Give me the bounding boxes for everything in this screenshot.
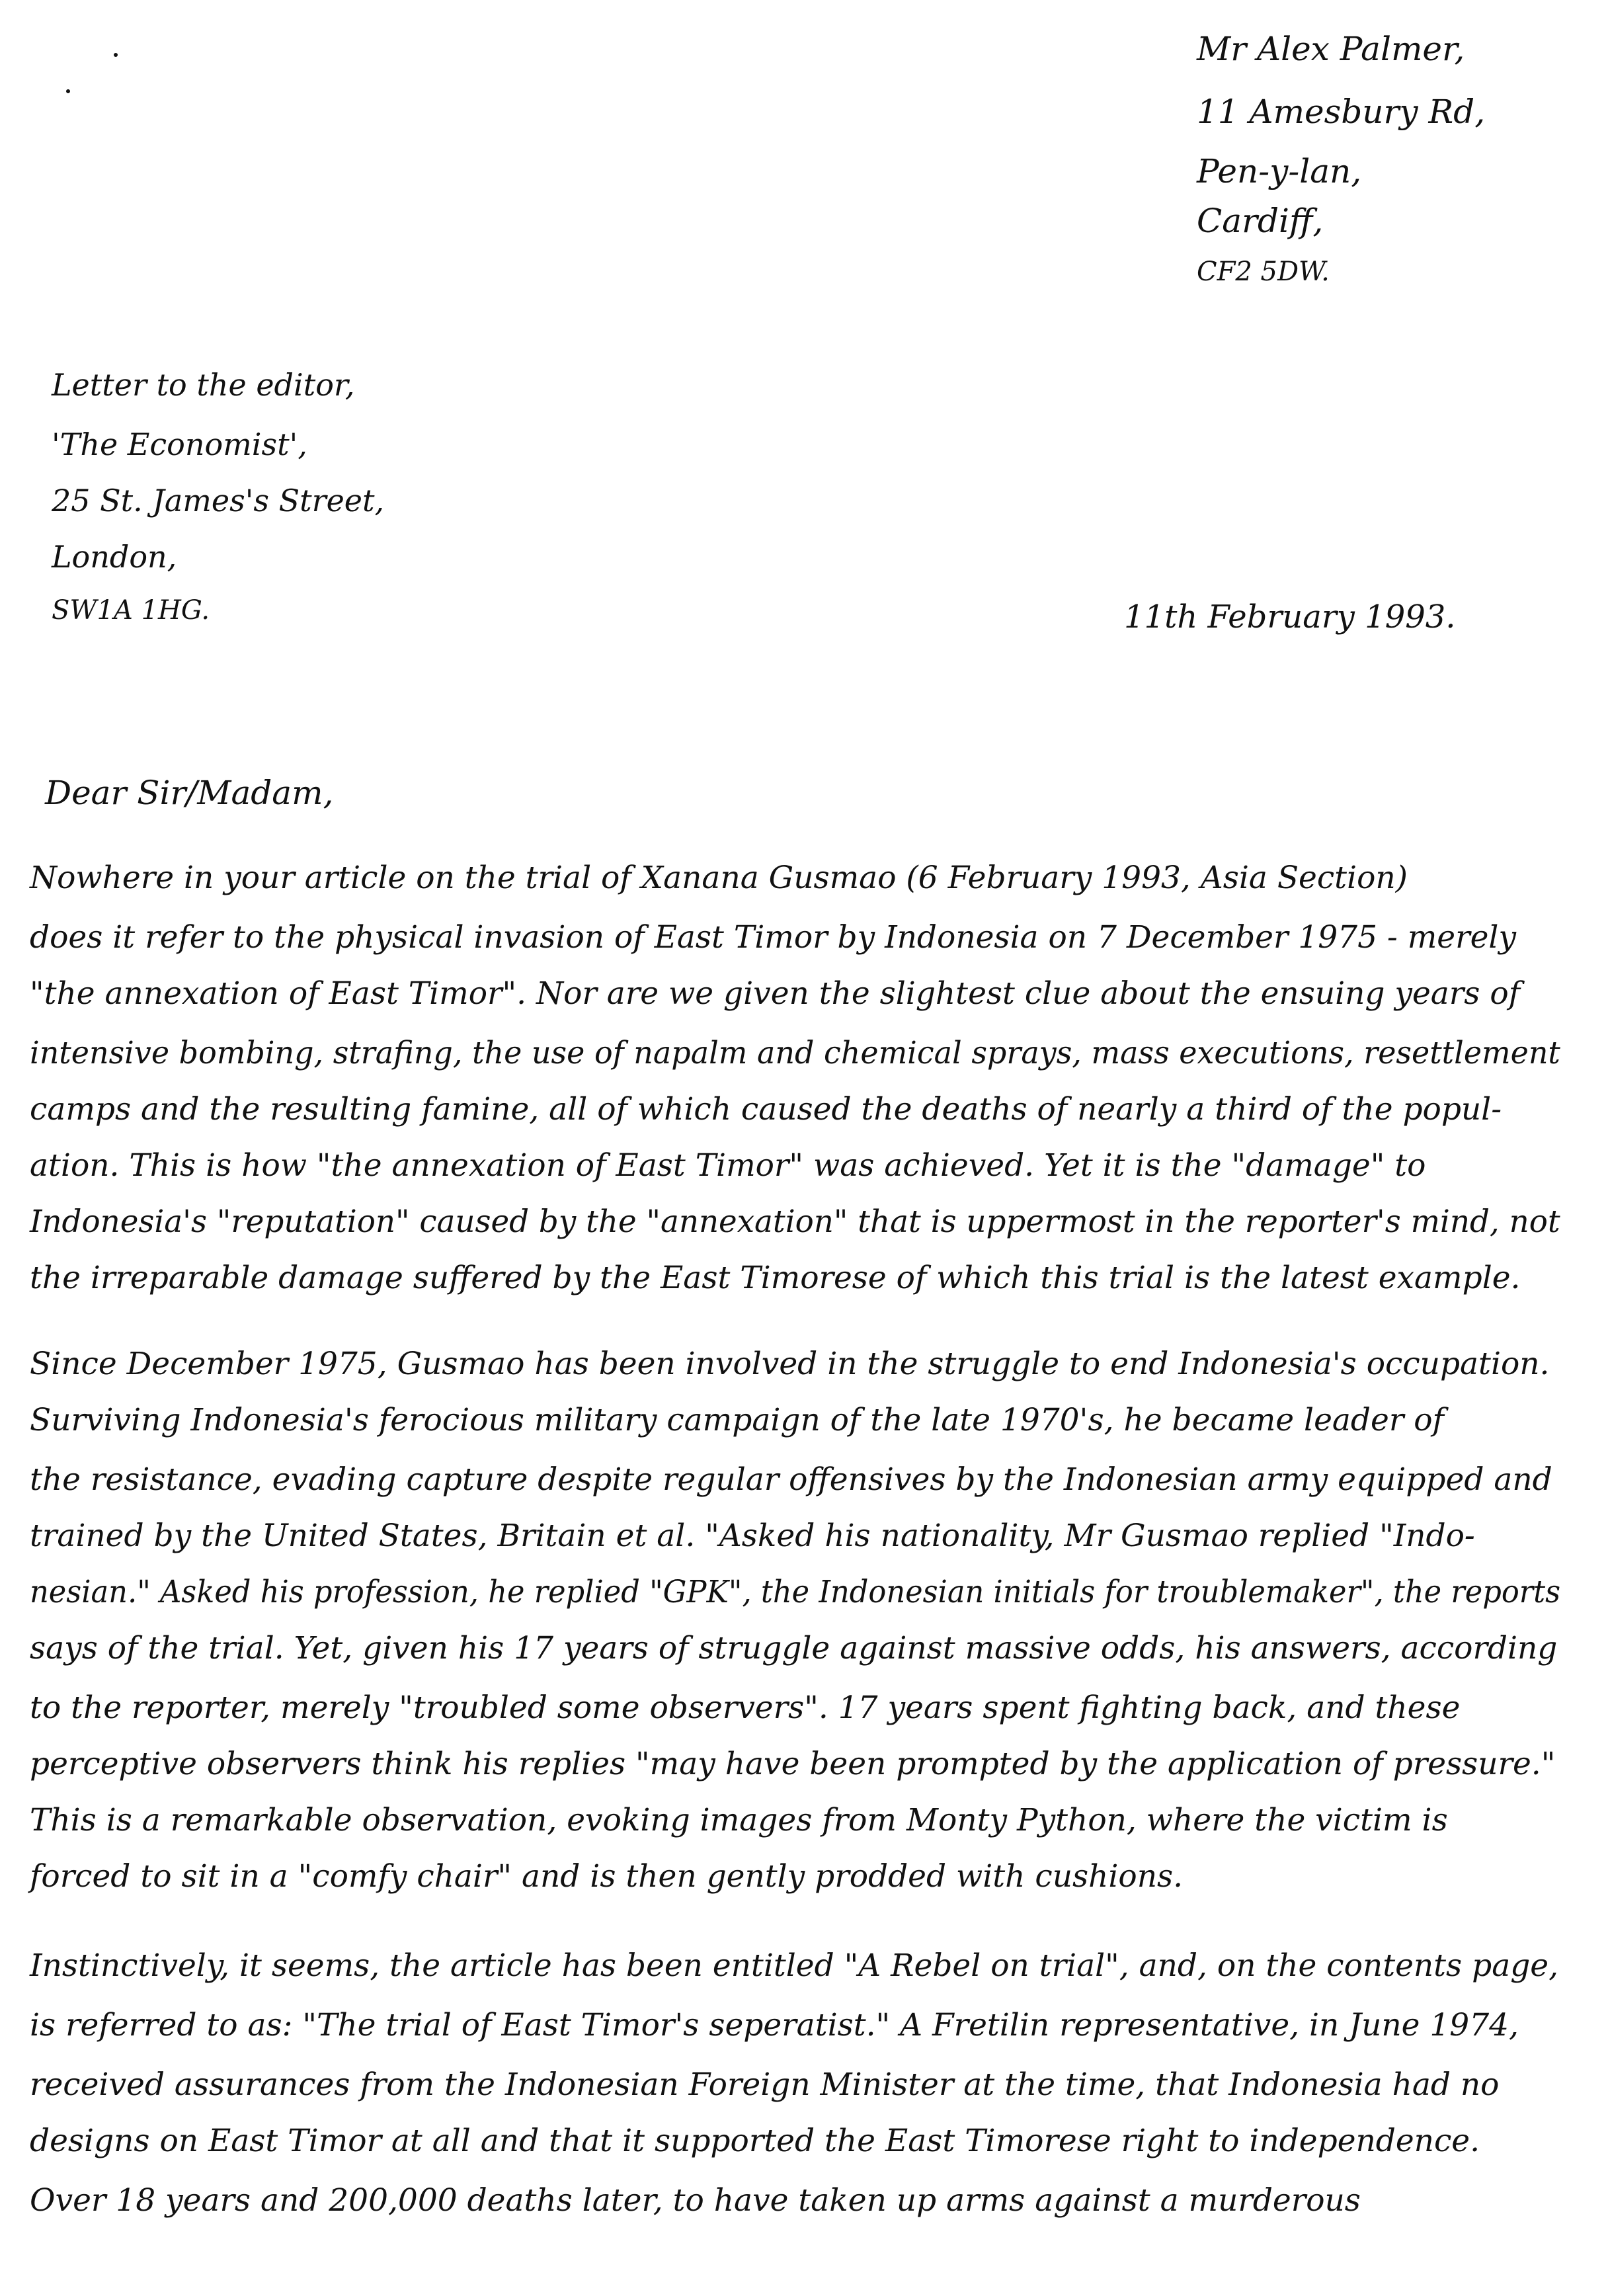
sender-address-line: 11 Amesbury Rd, <box>1197 93 1486 131</box>
recipient-address-line: 'The Economist', <box>52 427 307 462</box>
paragraph-line: This is a remarkable observation, evoking images from Monty Python, where the victim is <box>30 1802 1448 1838</box>
sender-address-line: Mr Alex Palmer, <box>1197 30 1465 68</box>
recipient-address-line: SW1A 1HG. <box>52 595 210 626</box>
paragraph-line: trained by the United States, Britain et al. "Asked his nationality, Mr Gusmao replied "Indo- <box>30 1518 1475 1554</box>
paragraph-line: the resistance, evading capture despite regular offensives by the Indonesian army equipped and <box>30 1461 1552 1498</box>
paragraph-line: does it refer to the physical invasion of East Timor by Indonesia on 7 December 1975 - merely <box>30 919 1516 956</box>
paragraph-line: the irreparable damage suffered by the East Timorese of which this trial is the latest example. <box>30 1260 1521 1296</box>
sender-address-line: Cardiff, <box>1197 202 1324 240</box>
salutation: Dear Sir/Madam, <box>45 774 334 812</box>
ink-dot-2 <box>66 89 70 93</box>
sender-address-line: CF2 5DW. <box>1197 257 1330 287</box>
paragraph-line: camps and the resulting famine, all of which caused the deaths of nearly a third of the popul- <box>30 1091 1502 1128</box>
recipient-address-line: 25 St. James's Street, <box>52 483 385 518</box>
paragraph-line: says of the trial. Yet, given his 17 years of struggle against massive odds, his answers, according <box>30 1630 1558 1666</box>
paragraph-line: Over 18 years and 200,000 deaths later, to have taken up arms against a murderous <box>30 2182 1361 2219</box>
paragraph-line: Since December 1975, Gusmao has been involved in the struggle to end Indonesia's occupation. <box>30 1346 1550 1382</box>
paragraph-line: Nowhere in your article on the trial of Xanana Gusmao (6 February 1993, Asia Section) <box>30 860 1408 896</box>
paragraph-line: received assurances from the Indonesian Foreign Minister at the time, that Indonesia had no <box>30 2067 1500 2103</box>
recipient-address-line: Letter to the editor, <box>52 367 355 403</box>
sender-address-line: Pen-y-lan, <box>1197 152 1362 190</box>
paragraph-line: forced to sit in a "comfy chair" and is then gently prodded with cushions. <box>30 1858 1184 1895</box>
paragraph-line: Instinctively, it seems, the article has been entitled "A Rebel on trial", and, on the contents page, <box>30 1948 1559 1984</box>
paragraph-line: Indonesia's "reputation" caused by the "annexation" that is uppermost in the reporter's mind, not <box>30 1204 1560 1240</box>
ink-dot-1 <box>114 53 118 57</box>
paragraph-line: to the reporter, merely "troubled some observers". 17 years spent fighting back, and these <box>30 1690 1461 1726</box>
paragraph-line: nesian." Asked his profession, he replied "GPK", the Indonesian initials for troublemaker", the reports <box>30 1574 1561 1610</box>
paragraph-line: is referred to as: "The trial of East Timor's seperatist." A Fretilin representative, in June 1974, <box>30 2007 1519 2043</box>
paragraph-line: intensive bombing, strafing, the use of napalm and chemical sprays, mass executions, resettlement <box>30 1035 1560 1071</box>
paragraph-line: Surviving Indonesia's ferocious military campaign of the late 1970's, he became leader of <box>30 1402 1444 1438</box>
paragraph-line: perceptive observers think his replies "may have been prompted by the application of pressure." <box>30 1746 1556 1782</box>
paragraph-line: ation. This is how "the annexation of East Timor" was achieved. Yet it is the "damage" to <box>30 1147 1426 1184</box>
letter-date: 11th February 1993. <box>1124 598 1456 636</box>
recipient-address-line: London, <box>52 539 177 575</box>
paragraph-line: "the annexation of East Timor". Nor are we given the slightest clue about the ensuing years of <box>30 975 1521 1012</box>
paragraph-line: designs on East Timor at all and that it supported the East Timorese right to independence. <box>30 2123 1480 2159</box>
